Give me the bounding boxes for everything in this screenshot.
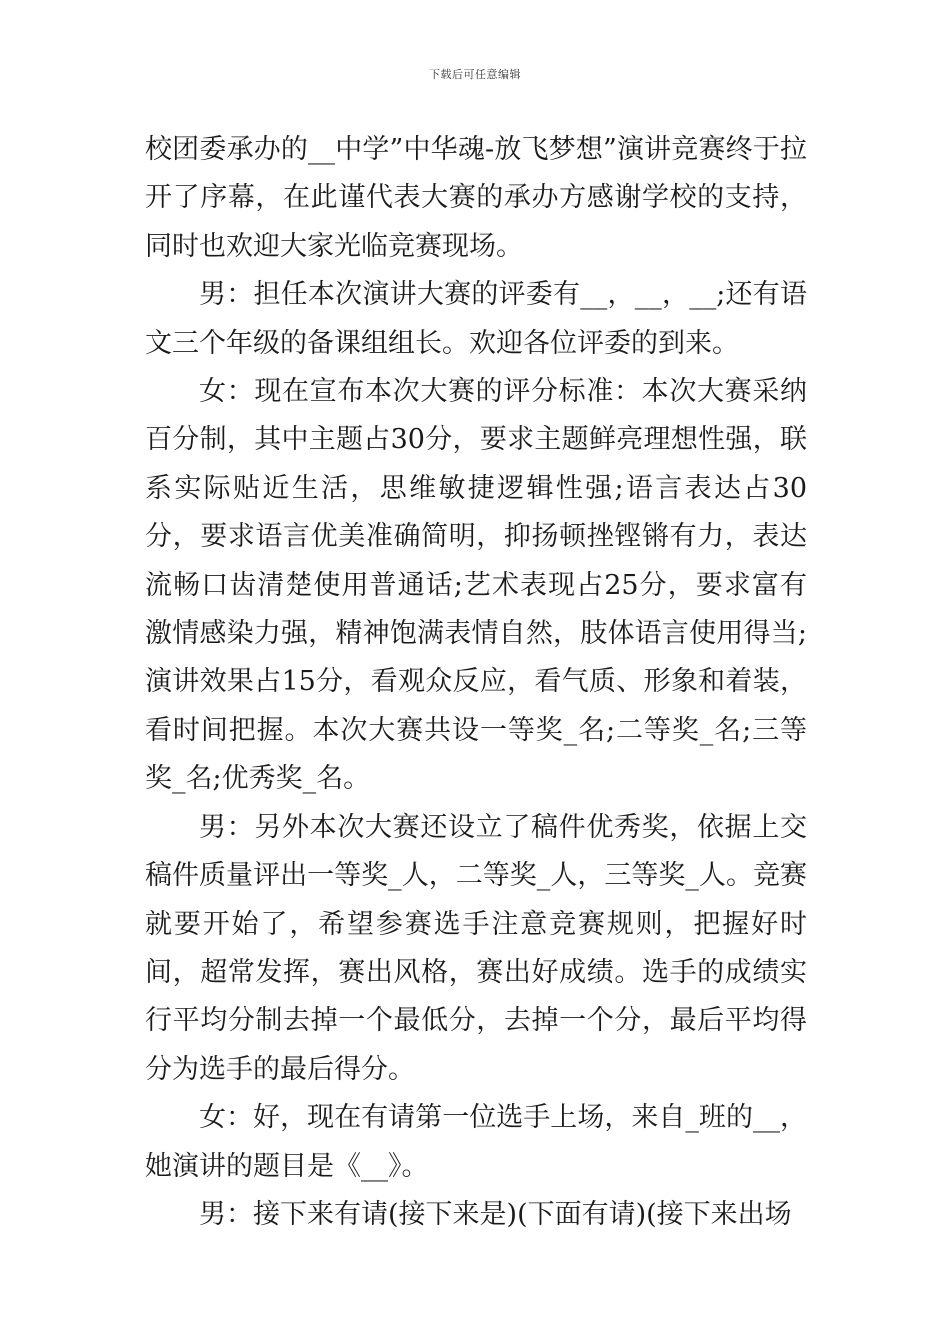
paragraph-judges: 男：担任本次演讲大赛的评委有__，__，__;还有语文三个年级的备课组组长。欢迎各位评委的到来。 [145, 279, 807, 359]
paragraph-intro-continuation: 校团委承办的__中学”中华魂-放飞梦想”演讲竞赛终于拉开了序幕，在此谨代表大赛的承办方感谢学校的支持，同时也欢迎大家光临竞赛现场。 [145, 134, 807, 262]
paragraph-next-contestant: 男：接下来有请(接下来是)(下面有请)(接下来出场 [199, 1198, 792, 1230]
paragraph-first-contestant: 女：好，现在有请第一位选手上场，来自_班的__，她演讲的题目是《__》。 [145, 1102, 807, 1182]
paragraph-scoring-criteria: 女：现在宣布本次大赛的评分标准：本次大赛采纳百分制，其中主题占30分，要求主题鲜亮理想性强，联系实际贴近生活，思维敏捷逻辑性强;语言表达占30分，要求语言优美准确简明，抑扬顿挫铿锵有力，表达流畅口齿清楚使用普通话;艺术表现占25分，要求富有激情感染力强，精神饱满表情自然，肢体语言使用得当;演讲效果占15分，看观众反应，看气质、形象和着装，看时间把握。本次大赛共设一等奖_名;二等奖_名;三等奖_名;优秀奖_名。 [145, 376, 807, 795]
paragraph-manuscript-awards: 男：另外本次大赛还设立了稿件优秀奖，依据上交稿件质量评出一等奖_人，二等奖_人，三等奖_人。竞赛就要开始了，希望参赛选手注意竞赛规则，把握好时间，超常发挥，赛出风格，赛出好成绩。选手的成绩实行平均分制去掉一个最低分，去掉一个分，最后平均得分为选手的最后得分。 [145, 811, 807, 1085]
document-body [145, 126, 807, 1239]
page-header: 下载后可任意编辑 [429, 68, 521, 81]
